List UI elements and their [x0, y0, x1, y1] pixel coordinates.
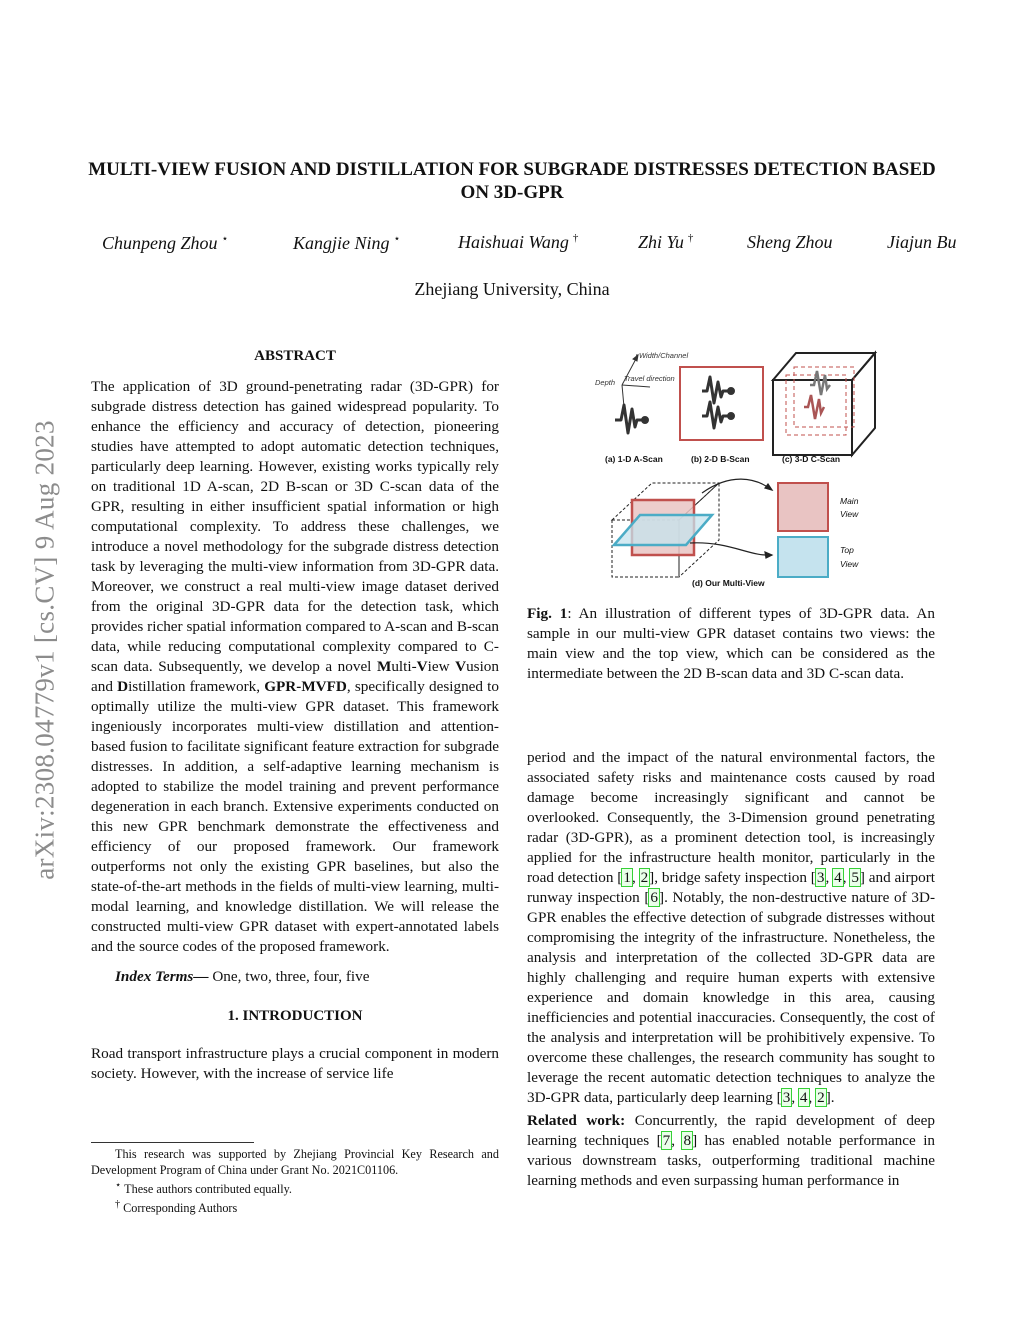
figure-caption: Fig. 1: An illustration of different types of 3D-GPR data. An sample in our multi-view GPR dataset contains two views: the main view and the top view, which can be considered as the intermediate between the 2D B-scan data and 3D C-scan data.: [527, 605, 935, 682]
author-name: Sheng Zhou: [747, 232, 833, 252]
footnote-equal: ⋆ These authors contributed equally.: [115, 1180, 292, 1197]
footnotes: [91, 1146, 499, 1216]
label-travel: Travel direction: [624, 374, 675, 383]
label-width: Width/Channel: [639, 351, 689, 360]
footnote-rule: [91, 1142, 254, 1143]
citation-link[interactable]: 7: [662, 1132, 671, 1149]
citation-link[interactable]: 1: [623, 869, 631, 886]
citation-link[interactable]: 8: [683, 1132, 692, 1149]
caption-d: (d) Our Multi-View: [692, 578, 765, 588]
affiliation: Zhejiang University, China: [414, 279, 610, 299]
citation-link[interactable]: 4: [834, 869, 842, 886]
arxiv-stamp: [20, 340, 70, 960]
abstract-text: The application of 3D ground-penetrating radar (3D-GPR) for subgrade distress detection has gained widespread popularity. To enhance the efficiency and accuracy of detection, pioneering studies have attempted to adopt automatic detection techniques, particularly deep learning. However, existing works typically rely on traditional 1D A-scan, 2D B-scan or 3D C-scan data of the GPR, resulting in either insufficient spatial information or high computational complexity. To address these challenges, we introduce a novel methodology for the subgrade distress detection task by leveraging the multi-view information from 3D-GPR data. Moreover, we construct a real multi-view image dataset derived from the original 3D-GPR data for the detection task, which provides richer spatial information compared to A-scan and B-scan data, while reducing computational complexity compared to C-scan data. Subsequently, we develop a novel Multi-View Vusion and Distillation framework, GPR-MVFD, specifically designed to optimally utilize the multi-view GPR dataset. This framework ingeniously incorporates multi-view distillation and attention-based fusion to facilitate significant feature extraction for subgrade distresses. In addition, a self-adaptive learning mechanism is adopted to stabilize the model training and prevent performance degeneration in each branch. Extensive experiments conducted on this new GPR benchmark demonstrate the effectiveness and efficiency of our proposed framework. Our framework outperforms not only the existing GPR baselines, but also the state-of-the-art methods in the fields of multi-view learning, multi-modal learning, and knowledge distillation. We will release the constructed multi-view GPR dataset with expert-annotated labels and the source codes of the proposed framework.: [91, 378, 499, 955]
author-name: Kangjie Ning ⋆: [293, 233, 401, 253]
author-list: [100, 232, 970, 256]
citation-link[interactable]: 2: [817, 1089, 825, 1106]
citation-link[interactable]: 3: [816, 869, 825, 886]
label-top-view: Top: [840, 545, 854, 555]
label-main-view: Main: [840, 496, 859, 506]
author-name: Chunpeng Zhou ⋆: [102, 233, 229, 253]
b-scan-waveform-icon: [702, 377, 734, 428]
citation-link[interactable]: 5: [851, 869, 859, 886]
arxiv-id[interactable]: arXiv:2308.04779v1 [cs.CV] 9 Aug 2023: [29, 420, 60, 880]
figure-1: [590, 345, 880, 593]
caption-c: (c) 3-D C-Scan: [782, 454, 841, 464]
a-scan-waveform-icon: [615, 405, 648, 433]
citation-link[interactable]: 4: [799, 1089, 808, 1106]
author-name: Haishuai Wang †: [458, 232, 579, 252]
c-scan-cube: [773, 353, 875, 455]
left-column: [91, 346, 499, 1084]
caption-a: (a) 1-D A-Scan: [605, 454, 663, 464]
intro-continuation: period and the impact of the natural environmental factors, the associated safety risks and maintenance costs caused by road damage become increasingly significant and cannot be overlooked. Consequently, the 3-Dimension ground penetrating radar (3D-GPR), as a prominent detection tool, is increasingly applied for the infrastructure health monitor, particularly in the road detection [1, 2], bridge safety inspection [3, 4, 5] and airport runway inspection [6]. Notably, the non-destructive nature of 3D-GPR enables the effective detection of subgrade distresses without compromising the integrity of the infrastructure. Nonetheless, the analysis and interpretation of the collected 3D-GPR data are highly challenging and require human experts with extensive experience and domain knowledge in this area, causing inefficiencies and potential inaccuracies. Consequently, the cost of the analysis and interpretation will be prohibitively expensive. To overcome these challenges, the research community has sought to leverage the recent automatic detection techniques to analyze the 3D-GPR data, particularly deep learning [3, 4, 2].: [527, 749, 936, 1106]
intro-text: Road transport infrastructure plays a crucial component in modern society. However, with the increase of service life: [91, 1045, 499, 1082]
citation-link[interactable]: 6: [650, 889, 659, 906]
top-view-box: [778, 537, 828, 577]
abstract-heading: ABSTRACT: [254, 348, 336, 364]
author-name: Jiajun Bu: [887, 232, 957, 252]
related-work-paragraph: Related work: Concurrently, the rapid development of deep learning techniques [7, 8] has enabled notable performance in various downstream tasks, outperforming traditional machine learning methods and even surpassing human performance in: [527, 1112, 936, 1189]
footnote-corresponding: † Corresponding Authors: [115, 1199, 238, 1216]
intro-heading: 1. INTRODUCTION: [227, 1008, 363, 1024]
index-terms: Index Terms— One, two, three, four, five: [115, 968, 370, 985]
figure-1-diagram: [590, 345, 880, 593]
label-main-view: View: [840, 509, 859, 519]
footnote-funding: This research was supported by Zhejiang Provincial Key Research and Development Program of China under Grant No. 2021C01106.: [91, 1147, 499, 1177]
label-depth: Depth: [595, 378, 616, 387]
citation-link[interactable]: 3: [782, 1089, 791, 1106]
paper-title: MULTI-VIEW FUSION AND DISTILLATION FOR SUBGRADE DISTRESSES DETECTION BASED ON 3D-GPR: [88, 159, 936, 203]
multi-view-cube: [612, 483, 719, 577]
citation-link[interactable]: 2: [640, 869, 649, 886]
caption-b: (b) 2-D B-Scan: [691, 454, 750, 464]
b-scan-box: [680, 367, 763, 440]
right-column: [527, 748, 935, 1191]
main-view-box: [778, 483, 828, 531]
label-top-view: View: [840, 559, 859, 569]
author-name: Zhi Yu †: [638, 232, 694, 252]
